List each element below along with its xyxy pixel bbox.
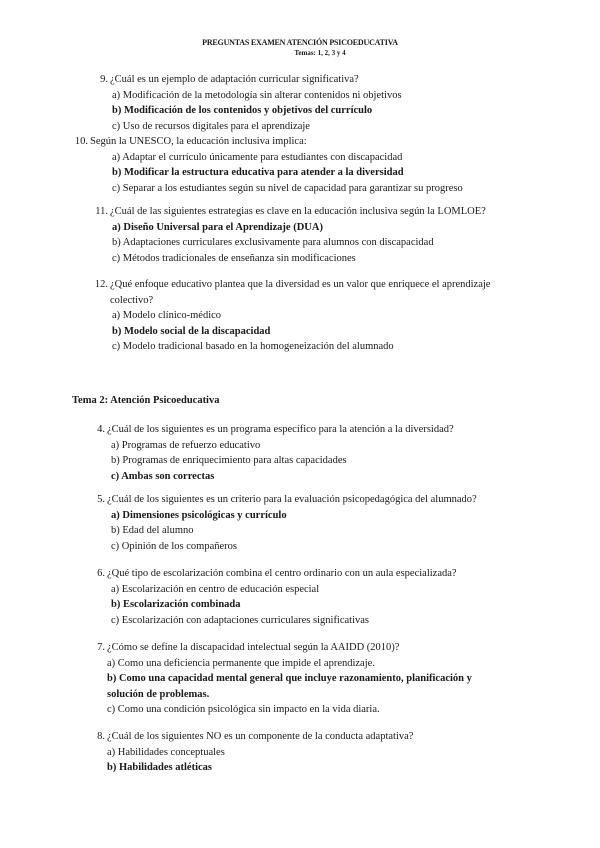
question-8 bbox=[97, 729, 557, 776]
option-b-correct: b) Modelo social de la discapacidad bbox=[112, 325, 271, 337]
question-stem bbox=[95, 204, 560, 220]
option-a: a) Escolarización en centro de educación especial bbox=[111, 583, 320, 595]
option-a: a) Modelo clínico-médico bbox=[112, 310, 222, 321]
question-text: ¿Cuál de los siguientes es un programa específico para la atención a la diversidad? bbox=[107, 424, 454, 435]
question-text: ¿Cómo se define la discapacidad intelectual según la AAIDD (2010)? bbox=[107, 642, 400, 653]
option-b: b) Adaptaciones curriculares exclusivamente para alumnos con discapacidad bbox=[112, 237, 434, 248]
question-stem bbox=[94, 277, 530, 308]
question-text: ¿Qué tipo de escolarización combina el centro ordinario con un aula especializada? bbox=[107, 568, 457, 579]
question-number: 9. bbox=[100, 74, 108, 85]
option-c: c) Separar a los estudiantes según su nivel de capacidad para garantizar su progreso bbox=[112, 182, 463, 194]
option-a: a) Habilidades conceptuales bbox=[107, 746, 225, 758]
question-5 bbox=[97, 492, 557, 554]
question-stem bbox=[97, 492, 557, 508]
option-a: a) Programas de refuerzo educativo bbox=[111, 439, 261, 451]
question-stem bbox=[74, 134, 560, 150]
question-stem bbox=[100, 72, 550, 88]
question-7 bbox=[97, 640, 503, 718]
question-number: 8. bbox=[97, 731, 105, 742]
question-12 bbox=[94, 277, 530, 355]
option-a: a) Adaptar el currículo únicamente para estudiantes con discapacidad bbox=[112, 151, 403, 163]
option-b-correct: b) Modificar la estructura educativa para atender a la diversidad bbox=[112, 167, 404, 178]
option-a: a) Modificación de la metodología sin alterar contenidos ni objetivos bbox=[112, 89, 402, 101]
question-text: ¿Qué enfoque educativo plantea que la diversidad es un valor que enriquece el aprendizaje colectivo? bbox=[110, 279, 491, 306]
option-c: c) Métodos tradicionales de enseñanza sin modificaciones bbox=[112, 252, 356, 264]
question-text: ¿Cuál es un ejemplo de adaptación curricular significativa? bbox=[110, 74, 359, 85]
option-a: a) Como una deficiencia permanente que impide el aprendizaje. bbox=[107, 657, 375, 669]
question-10 bbox=[74, 134, 560, 196]
option-b: b) Programas de enriquecimiento para altas capacidades bbox=[111, 455, 347, 466]
option-b-correct: b) Escolarización combinada bbox=[111, 599, 241, 610]
option-b: b) Edad del alumno bbox=[111, 525, 194, 536]
question-text: ¿Cuál de los siguientes NO es un componente de la conducta adaptativa? bbox=[107, 731, 414, 742]
document-title: PREGUNTAS EXAMEN ATENCIÓN PSICOEDUCATIVA bbox=[202, 38, 398, 47]
question-stem bbox=[97, 422, 557, 438]
question-number: 4. bbox=[97, 424, 105, 435]
question-number: 5. bbox=[97, 494, 105, 505]
question-text: ¿Cuál de las siguientes estrategias es clave en la educación inclusiva según la LOMLOE? bbox=[110, 206, 486, 217]
question-6 bbox=[97, 566, 557, 628]
question-number: 6. bbox=[97, 568, 105, 579]
option-c: c) Modelo tradicional basado en la homogeneización del alumnado bbox=[112, 341, 394, 352]
document-subtitle: Temas: 1, 2, 3 y 4 bbox=[294, 49, 346, 57]
question-number: 10. bbox=[74, 136, 88, 147]
option-b-correct: b) Como una capacidad mental general que incluye razonamiento, planificación y solución de problemas. bbox=[107, 673, 472, 700]
option-c-correct: c) Ambas son correctas bbox=[111, 470, 215, 482]
option-b-correct: b) Habilidades atléticas bbox=[107, 762, 213, 773]
option-c: c) Uso de recursos digitales para el aprendizaje bbox=[112, 120, 310, 132]
question-number: 12. bbox=[94, 279, 108, 290]
option-c: c) Escolarización con adaptaciones curriculares significativas bbox=[111, 614, 370, 626]
question-4 bbox=[97, 422, 557, 484]
option-a-correct: a) Diseño Universal para el Aprendizaje (DUA) bbox=[112, 221, 323, 233]
question-11 bbox=[95, 204, 560, 266]
question-text: ¿Cuál de los siguientes es un criterio para la evaluación psicopedagógica del alumnado? bbox=[107, 494, 477, 505]
question-number: 11. bbox=[95, 206, 108, 217]
section-title: Tema 2: Atención Psicoeducativa bbox=[72, 395, 220, 406]
option-a-correct: a) Dimensiones psicológicas y currículo bbox=[111, 509, 287, 521]
option-c: c) Como una condición psicológica sin impacto en la vida diaria. bbox=[107, 704, 380, 715]
question-stem bbox=[97, 729, 557, 745]
option-c: c) Opinión de los compañeros bbox=[111, 540, 237, 552]
question-number: 7. bbox=[97, 642, 105, 653]
option-b-correct: b) Modificación de los contenidos y objetivos del currículo bbox=[112, 105, 373, 116]
question-9 bbox=[100, 72, 550, 134]
question-stem bbox=[97, 640, 503, 656]
question-stem bbox=[97, 566, 557, 582]
question-text: Según la UNESCO, la educación inclusiva implica: bbox=[90, 136, 307, 147]
